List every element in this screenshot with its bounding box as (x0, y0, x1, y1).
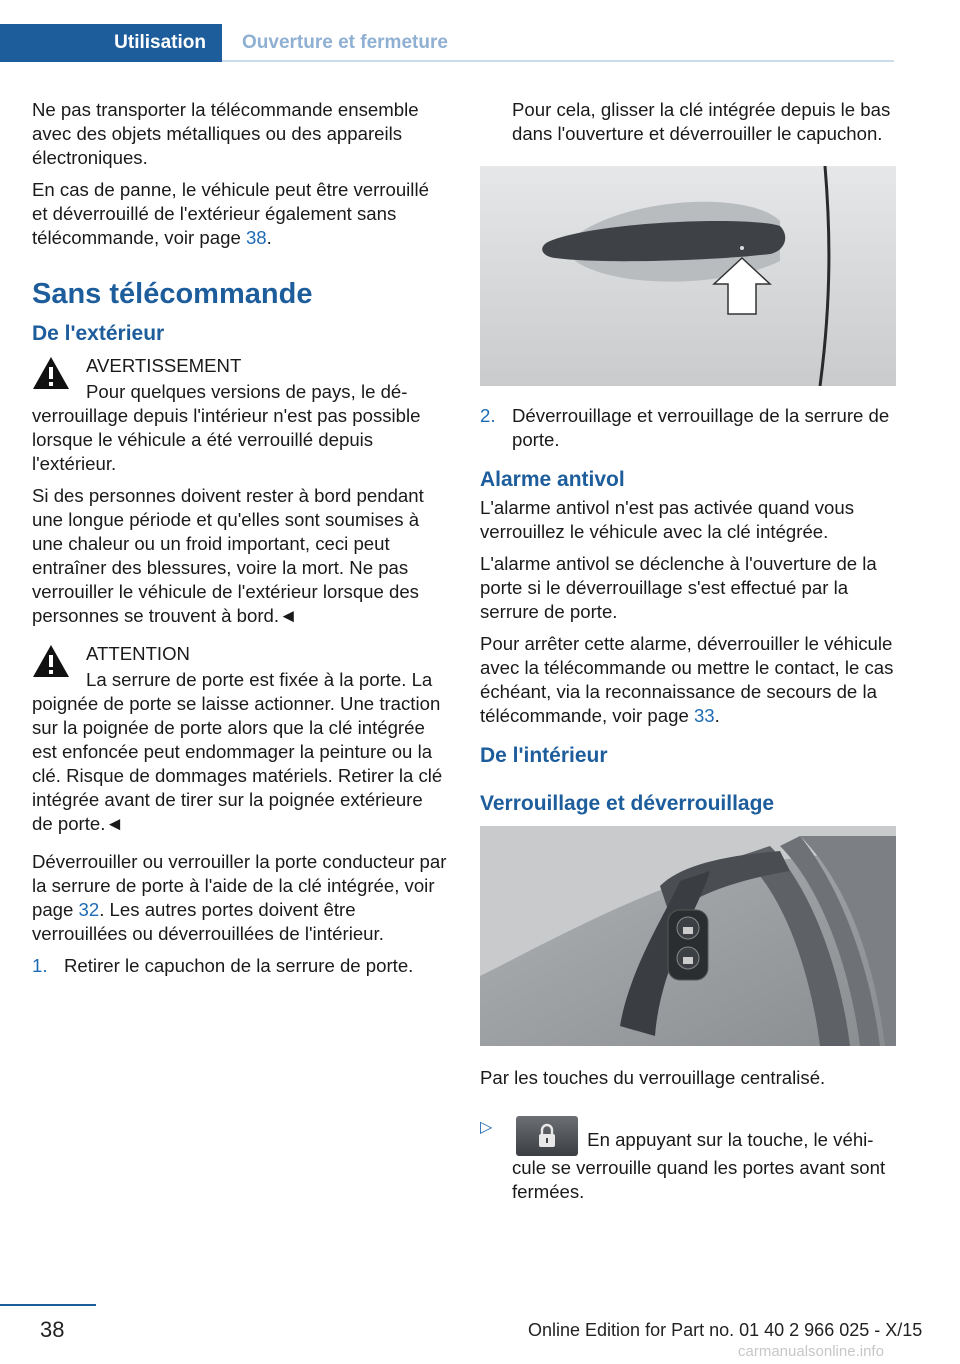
warning-text: Si des personnes doivent rester à bord pendant une longue période et qu'elles sont soumises à une chaleur ou un froid important, ceci peut entraîner des blessures, voire la mort. Ne pas verrouiller le véhicule de l'extérieur lorsque des personnes se trouvent à bord.◄ (32, 485, 424, 626)
warning-text: Pour quelques versions de pays, le déverrouillage depuis l'intérieur n'est pas possible lorsque le véhicule a été verrouillé depuis l'extérieur. (32, 381, 421, 474)
warning-icon (32, 356, 70, 390)
page-link[interactable]: 32 (78, 899, 100, 920)
watermark: carmanualsonline.info (738, 1343, 884, 1360)
caution-text: La serrure de porte est fixée à la porte. La poignée de porte se laisse actionner. Une traction sur la poignée de porte alors que la clé intégrée est enfoncée peut endommager la peinture ou la clé. Risque de dommages matériels. Retirer la clé intégrée avant de tirer sur la poignée extérieure de porte.◄ (32, 669, 443, 834)
paragraph: Pour arrêter cette alarme, déverrouiller le véhicule avec la télécommande ou mettre le contact, le cas échéant, via la reconnaissance de secours de la télécommande, voir page 33. (480, 633, 894, 726)
paragraph: Pour cela, glisser la clé intégrée depuis le bas dans l'ouverture et déverrouiller le capuchon. (512, 99, 891, 144)
list-item (480, 1116, 896, 1204)
left-column (32, 98, 448, 986)
list-item (480, 404, 896, 452)
interior-title: De l'intérieur (480, 744, 608, 767)
right-column (480, 98, 896, 1204)
bullet-triangle-icon: ▷ (480, 1119, 493, 1136)
caution-title: ATTENTION (86, 643, 190, 664)
list-item (32, 954, 448, 978)
lock-button-icon (516, 1116, 578, 1156)
step-text: Retirer le capuchon de la serrure de porte. (64, 955, 414, 976)
paragraph: L'alarme antivol n'est pas activée quand vous verrouillez le véhicule avec la clé intégrée. (480, 497, 855, 542)
page-link[interactable]: 33 (693, 705, 715, 726)
door-handle-illustration (480, 166, 896, 386)
warning-title: AVERTISSEMENT (86, 355, 242, 376)
paragraph: Déverrouiller ou verrouiller la porte conducteur par la serrure de porte à l'aide de la clé intégrée, voir page 32. Les autres portes doivent être verrouillées ou déverrouillées de l'intérieur. (32, 851, 447, 944)
interior-door-illustration (480, 826, 896, 1046)
warning-block (32, 354, 448, 628)
section-title: Sans télécommande (32, 278, 313, 310)
page-link[interactable]: 38 (245, 227, 267, 248)
interior-door-image (480, 826, 896, 1046)
paragraph: Par les touches du verrouillage centralisé. (480, 1067, 826, 1088)
tab-ouverture-fermeture[interactable]: Ouverture et fermeture (242, 32, 448, 53)
lock-title: Verrouillage et déverrouillage (480, 792, 775, 815)
door-handle-image (480, 166, 896, 386)
paragraph: Ne pas transporter la télécommande ensemble avec des objets métalliques ou des appareils électroniques. (32, 99, 419, 168)
edition-text: Online Edition for Part no. 01 40 2 966 025 - X/15 (528, 1320, 923, 1340)
page-number: 38 (40, 1317, 65, 1342)
paragraph: L'alarme antivol se déclenche à l'ouverture de la porte si le déverrouillage s'est effectué par la serrure de porte. (480, 553, 877, 622)
header-rule (222, 60, 894, 62)
step-number: 1. (32, 955, 48, 976)
subsection-title: De l'extérieur (32, 322, 165, 345)
step-text: Déverrouillage et verrouillage de la serrure de porte. (512, 405, 890, 450)
step-number: 2. (480, 405, 496, 426)
caution-block (32, 642, 448, 836)
alarm-title: Alarme antivol (480, 468, 625, 491)
page-header (0, 0, 960, 64)
bullet-text: En appuyant sur la touche, le véhicule se verrouille quand les portes avant sont fermées. (512, 1129, 886, 1202)
footer-rule (0, 1304, 96, 1306)
warning-icon (32, 644, 70, 678)
tab-utilisation[interactable]: Utilisation (0, 24, 222, 62)
paragraph: En cas de panne, le véhicule peut être verrouillé et déverrouillé de l'extérieur également sans télécommande, voir page 38. (32, 179, 429, 248)
